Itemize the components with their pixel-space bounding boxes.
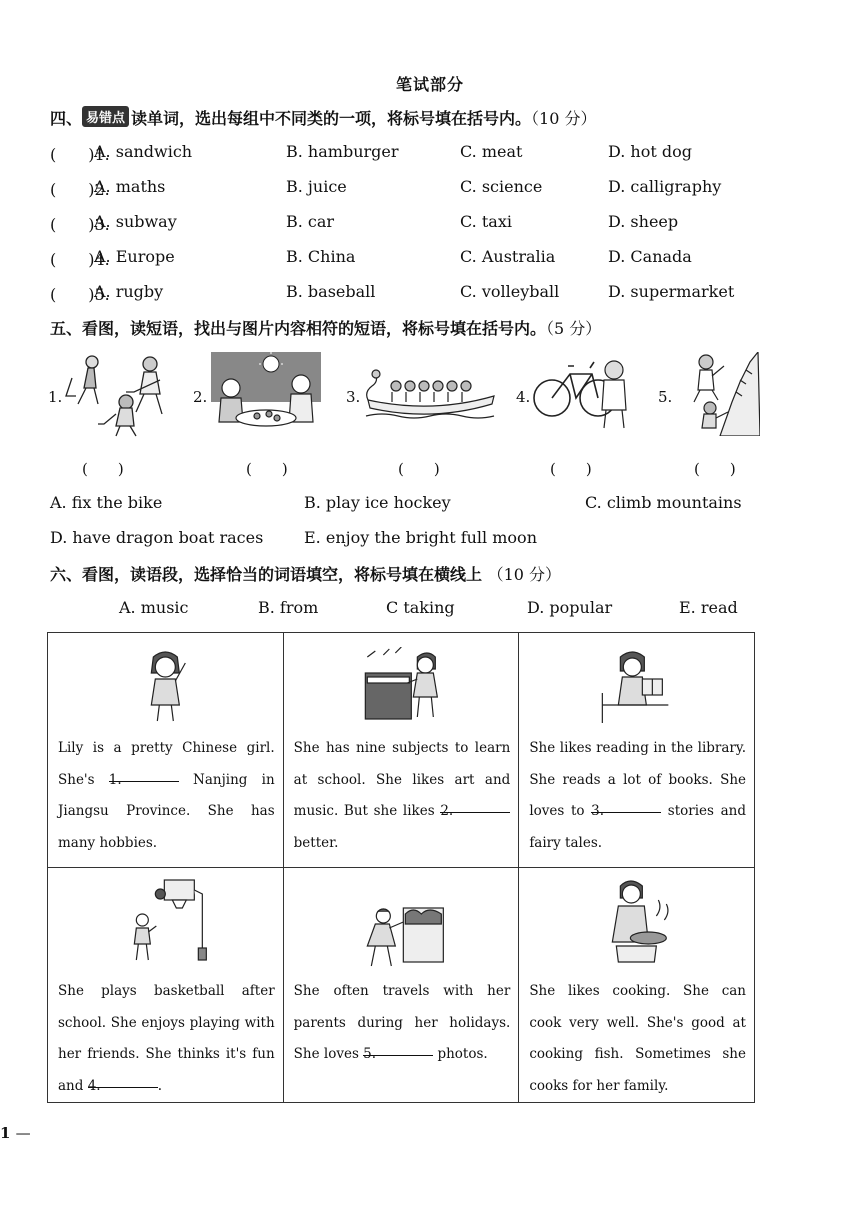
basketball-girl-illustration bbox=[48, 878, 283, 962]
option-c: C. taxi bbox=[460, 212, 512, 231]
cell-2-text bbox=[294, 733, 511, 859]
word-option-c: C taking bbox=[386, 598, 455, 617]
picture-number: 2. bbox=[193, 388, 208, 406]
section-4-number: 四、 bbox=[50, 109, 83, 128]
phrase-d: D. have dragon boat races bbox=[50, 528, 264, 547]
page-number-value: 1 bbox=[0, 1124, 11, 1142]
cell-3-text bbox=[529, 733, 746, 859]
blank-3[interactable]: 3. bbox=[591, 796, 661, 813]
option-a: A. Europe bbox=[94, 247, 175, 266]
cell-5-post: photos. bbox=[437, 1046, 488, 1062]
phrase-a: A. fix the bike bbox=[50, 493, 163, 512]
option-c: C. science bbox=[460, 177, 543, 196]
option-a: A. subway bbox=[94, 212, 177, 231]
blank-1[interactable]: 1. bbox=[109, 765, 179, 782]
section-6-heading bbox=[50, 562, 561, 585]
lily-waving-illustration bbox=[48, 649, 283, 723]
section-6-instruction: 六、看图，读语段，选择恰当的词语填空，将标号填在横线上 bbox=[50, 565, 483, 584]
piano-girl-illustration bbox=[284, 647, 519, 725]
cell-5-pre: She often travels with her parents during her holidays. She loves bbox=[293, 983, 511, 1062]
answer-bracket-1[interactable]: ( ) bbox=[82, 460, 124, 478]
question-row-4 bbox=[50, 247, 810, 271]
cell-4-text bbox=[58, 976, 275, 1102]
section-4-score: （10 分） bbox=[531, 109, 597, 128]
picture-number: 3. bbox=[346, 388, 361, 406]
grid-cell-6 bbox=[519, 868, 755, 1103]
section-5-heading bbox=[50, 316, 601, 339]
option-c: C. volleyball bbox=[460, 282, 560, 301]
word-option-e: E. read bbox=[679, 598, 738, 617]
climb-mountain-picture bbox=[680, 352, 760, 436]
option-d: D. supermarket bbox=[608, 282, 735, 301]
reading-grid bbox=[47, 632, 755, 1103]
answer-bracket-3[interactable]: ( ) bbox=[398, 460, 440, 478]
phrase-b: B. play ice hockey bbox=[304, 493, 451, 512]
picture-answer-brackets bbox=[0, 458, 860, 478]
cell-3-post: stories and fairy tales. bbox=[529, 803, 746, 851]
option-d: D. sheep bbox=[608, 212, 679, 231]
question-row-1 bbox=[50, 142, 810, 166]
option-c: C. Australia bbox=[460, 247, 556, 266]
option-d: D. Canada bbox=[608, 247, 692, 266]
section-5-instruction: 五、看图，读短语，找出与图片内容相符的短语，将标号填在括号内。 bbox=[50, 319, 547, 338]
word-option-b: B. from bbox=[258, 598, 319, 617]
grid-cell-3 bbox=[519, 633, 755, 868]
cell-4-post: . bbox=[157, 1077, 162, 1094]
cell-6-pre: She likes cooking. She can cook very well. She's good at cooking fish. Sometimes she cooks for her family. bbox=[529, 983, 746, 1094]
option-b: B. juice bbox=[286, 177, 347, 196]
picture-number: 5. bbox=[658, 388, 673, 406]
picture-number: 4. bbox=[516, 388, 531, 406]
blank-5[interactable]: 5. bbox=[363, 1039, 433, 1056]
dragon-boat-picture bbox=[362, 352, 498, 428]
answer-bracket[interactable]: ( )1. bbox=[50, 145, 110, 164]
cell-5-text bbox=[294, 976, 511, 1071]
word-option-a: A. music bbox=[119, 598, 189, 617]
page-number-dash: — bbox=[15, 1124, 31, 1142]
grid-cell-2 bbox=[283, 633, 519, 868]
option-b: B. China bbox=[286, 247, 356, 266]
question-row-3 bbox=[50, 212, 810, 236]
page-title: 笔试部分 bbox=[395, 75, 464, 94]
question-row-5 bbox=[50, 282, 810, 306]
blank-2[interactable]: 2. bbox=[440, 796, 510, 813]
option-b: B. car bbox=[286, 212, 335, 231]
blank-4[interactable]: 4. bbox=[88, 1071, 158, 1088]
answer-bracket[interactable]: ( )2. bbox=[50, 180, 110, 199]
section-6-score: （10 分） bbox=[487, 565, 562, 584]
grid-cell-1 bbox=[48, 633, 284, 868]
grid-cell-4 bbox=[48, 868, 284, 1103]
answer-bracket[interactable]: ( )5. bbox=[50, 285, 110, 304]
option-d: D. hot dog bbox=[608, 142, 692, 161]
option-a: A. rugby bbox=[94, 282, 164, 301]
answer-bracket-2[interactable]: ( ) bbox=[246, 460, 288, 478]
cell-1-text bbox=[58, 733, 275, 859]
cell-2-pre: She has nine subjects to learn at school. She likes art and music. But she likes bbox=[293, 740, 511, 819]
cell-1-post: Nanjing in Jiangsu Province. She has many hobbies. bbox=[58, 771, 275, 851]
page-number bbox=[0, 1124, 31, 1142]
error-prone-badge: 易错点 bbox=[82, 106, 129, 127]
answer-bracket[interactable]: ( )3. bbox=[50, 215, 110, 234]
option-c: C. meat bbox=[460, 142, 523, 161]
cell-6-text bbox=[529, 976, 746, 1102]
option-a: A. sandwich bbox=[94, 142, 193, 161]
answer-bracket-5[interactable]: ( ) bbox=[694, 460, 736, 478]
question-row-2 bbox=[50, 177, 810, 201]
option-a: A. maths bbox=[94, 177, 166, 196]
phrase-e: E. enjoy the bright full moon bbox=[304, 528, 537, 547]
word-option-d: D. popular bbox=[527, 598, 613, 617]
cooking-girl-illustration bbox=[519, 876, 754, 966]
word-bank bbox=[0, 598, 860, 618]
cell-2-post: better. bbox=[293, 834, 339, 851]
ice-hockey-picture bbox=[64, 352, 176, 438]
answer-bracket[interactable]: ( )4. bbox=[50, 250, 110, 269]
picture-row bbox=[48, 352, 768, 442]
section-4-instruction: 读单词，选出每组中不同类的一项，将标号填在括号内。 bbox=[131, 109, 532, 128]
bike-picture bbox=[532, 352, 638, 432]
option-b: B. hamburger bbox=[286, 142, 399, 161]
section-4-heading bbox=[50, 106, 597, 129]
full-moon-picture bbox=[211, 352, 321, 432]
reading-girl-illustration bbox=[519, 649, 754, 725]
answer-bracket-4[interactable]: ( ) bbox=[550, 460, 592, 478]
option-b: B. baseball bbox=[286, 282, 376, 301]
section-5-score: （5 分） bbox=[546, 319, 602, 338]
option-d: D. calligraphy bbox=[608, 177, 722, 196]
cell-4-pre: She plays basketball after school. She enjoys playing with her friends. She thinks it's fun and bbox=[58, 983, 275, 1094]
phrase-c: C. climb mountains bbox=[585, 493, 742, 512]
cell-1-pre: Lily is a pretty Chinese girl. She's bbox=[58, 740, 275, 788]
picture-number: 1. bbox=[48, 388, 63, 406]
travel-girl-illustration bbox=[284, 904, 519, 970]
cell-3-pre: She likes reading in the library. She reads a lot of books. She loves to bbox=[529, 740, 746, 819]
grid-cell-5 bbox=[283, 868, 519, 1103]
